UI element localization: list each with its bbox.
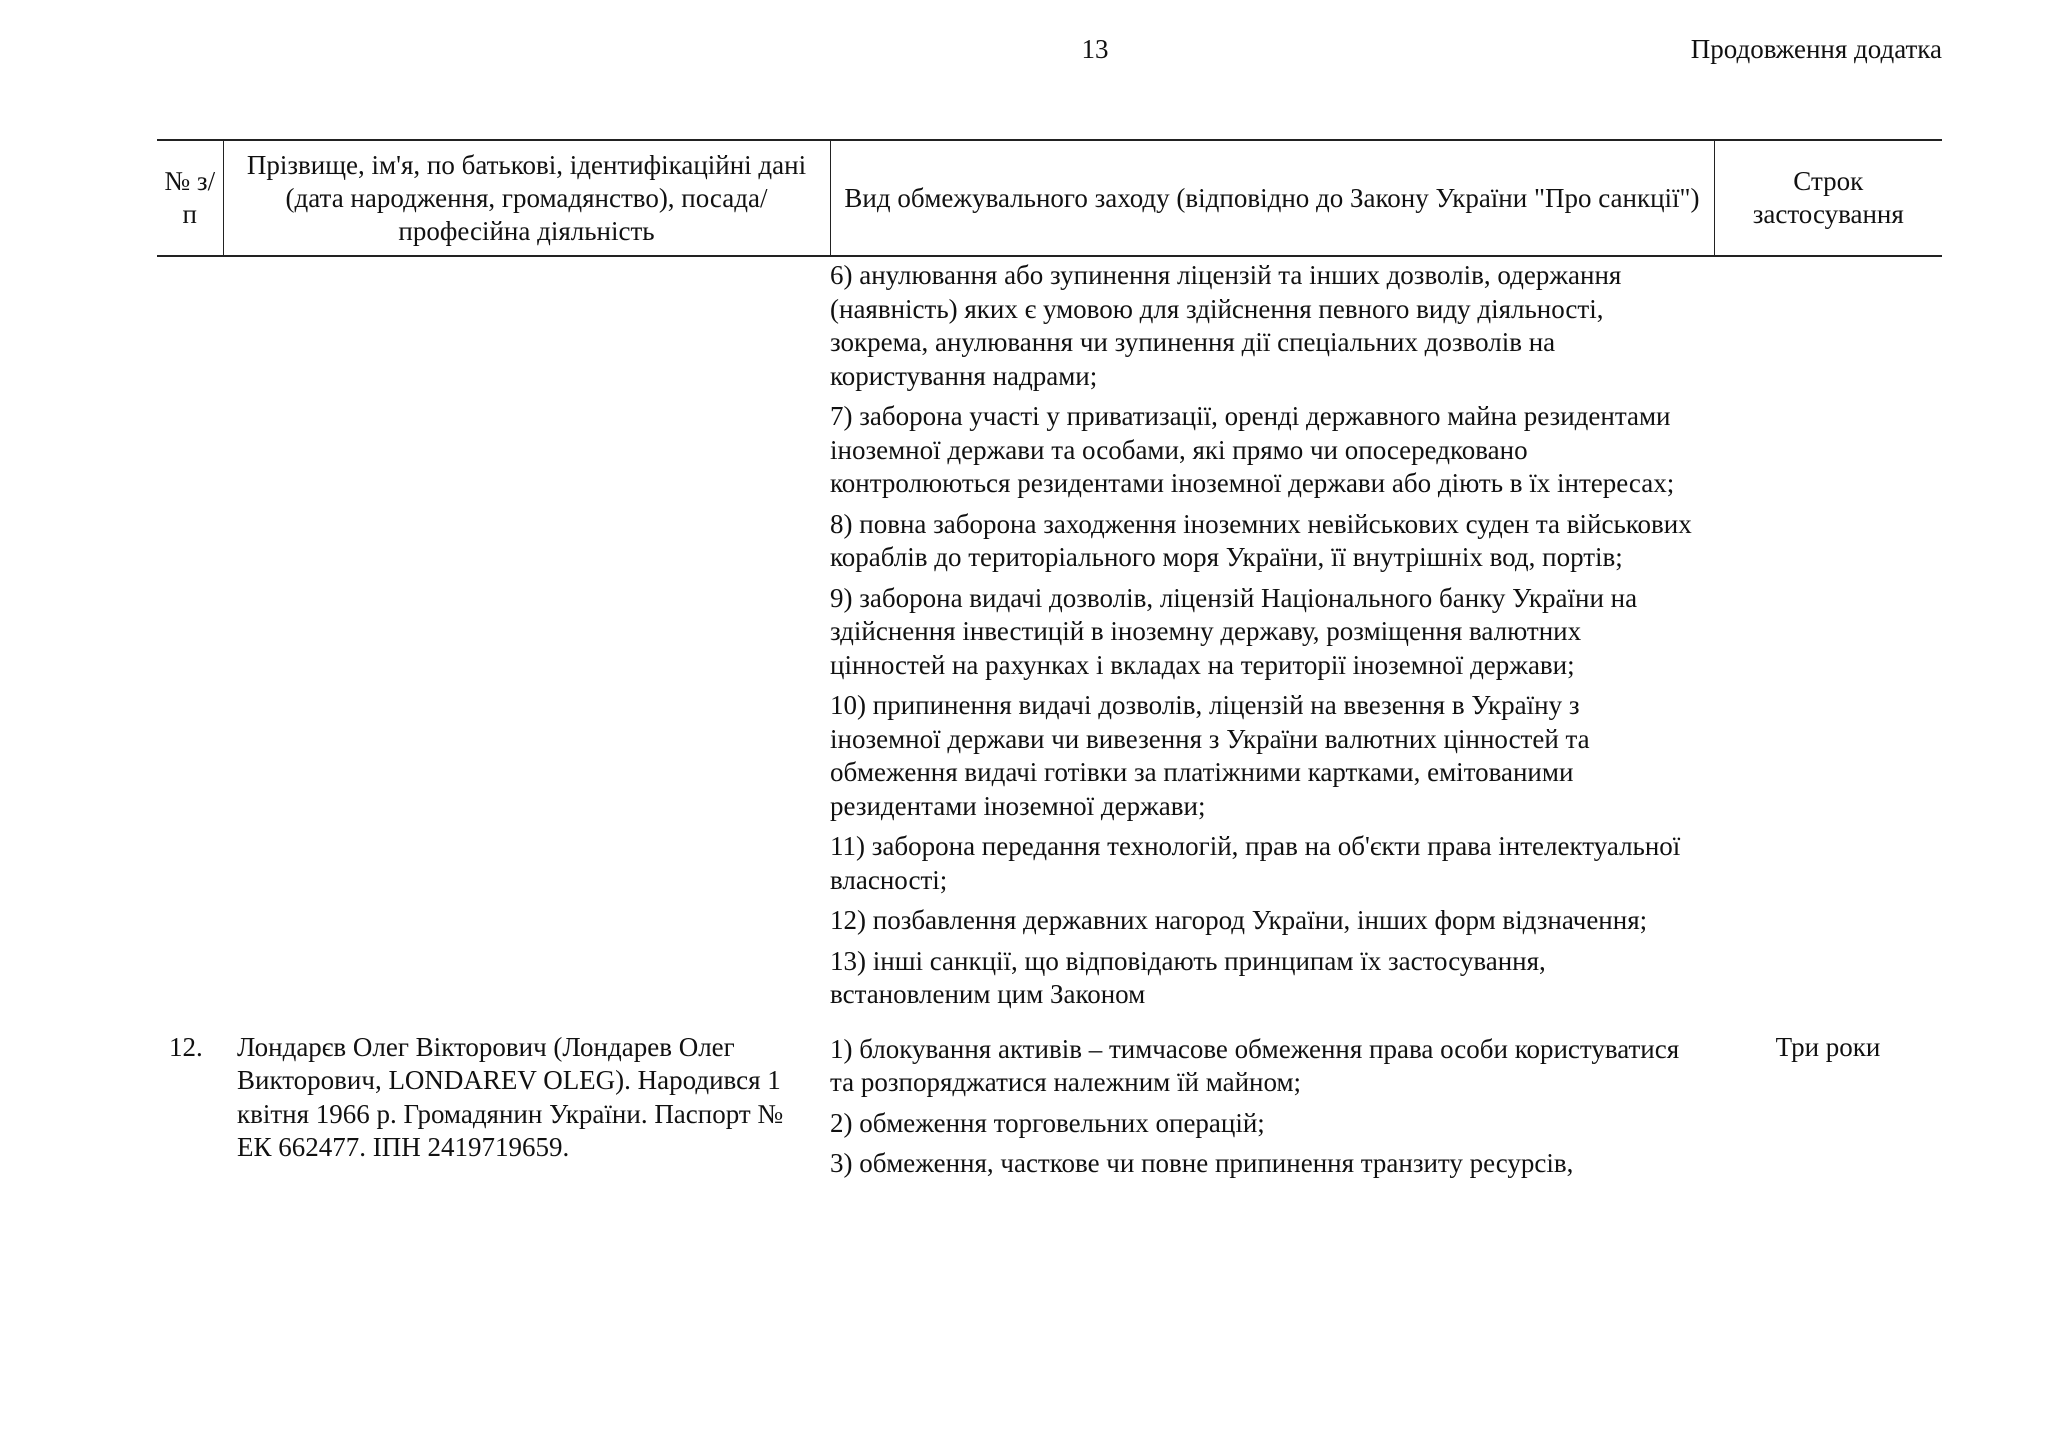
entry-number: 12. — [169, 1031, 203, 1062]
measure-item: 8) повна заборона заходження іноземних невійськових суден та військових кораблів до територіального моря України, її внутрішніх вод, портів; — [830, 508, 1692, 572]
sanctions-table — [157, 139, 1942, 1188]
page-number: 13 — [1081, 34, 1109, 64]
measure-item: 11) заборона передання технологій, прав на об'єкти права інтелектуальної власності; — [830, 831, 1681, 895]
measure-item: 13) інші санкції, що відповідають принципам їх застосування, встановленим цим Законом — [830, 945, 1546, 1009]
measure-item: 1) блокування активів – тимчасове обмеження права особи користуватися та розпоряджатися належним їй майном; — [830, 1033, 1680, 1097]
continuation-label: Продовження додатка — [1690, 34, 1942, 64]
col-header-name: Прізвище, ім'я, по батькові, ідентифікаційні дані (дата народження, громадянство), посада/професійна діяльність — [223, 140, 830, 256]
measure-item: 6) анулювання або зупинення ліцензій та інших дозволів, одержання (наявність) яких є умовою для здійснення певного виду діяльності, зокрема, анулювання чи зупинення дії спеціальних дозволів на користування надрами; — [830, 260, 1622, 391]
person-details: Лондарєв Олег Вікторович (Лондарев Олег Викторович, LONDAREV OLEG). Народився 1 квітня 1966 р. Громадянин України. Паспорт № ЕК 662477. ІПН 2419719659. — [237, 1031, 784, 1162]
measure-item: 9) заборона видачі дозволів, ліцензій Національного банку України на здійснення інвестицій в іноземну державу, розміщення валютних цінностей на рахунках і вкладах на території іноземної держави; — [830, 582, 1638, 680]
measure-item: 7) заборона участі у приватизації, оренді державного майна резидентами іноземної держави та особами, які прямо чи опосередковано контролюються резидентами іноземної держави або діють в їх інтересах; — [830, 401, 1675, 498]
col-header-term: Строк застосування — [1714, 140, 1942, 256]
col-header-num: № з/п — [157, 140, 223, 256]
table-row-continued — [157, 256, 1942, 1019]
table-header-row — [157, 140, 1942, 256]
measure-item: 12) позбавлення державних нагород України, інших форм відзначення; — [830, 905, 1648, 935]
entry-measures-cell — [830, 1019, 1714, 1188]
measure-item: 10) припинення видачі дозволів, ліцензій на ввезення в Україну з іноземної держави чи вивезення з України валютних цінностей та обмеження видачі готівки за платіжними картками, емітованими резидентами іноземної держави; — [830, 690, 1590, 821]
continued-measures-cell — [830, 256, 1714, 1019]
col-header-measure: Вид обмежувального заходу (відповідно до Закону України "Про санкції") — [830, 140, 1714, 256]
measure-item: 2) обмеження торговельних операцій; — [830, 1107, 1265, 1138]
entry-term: Три роки — [1775, 1031, 1881, 1062]
measure-item: 3) обмеження, часткове чи повне припинення транзиту ресурсів, — [830, 1148, 1574, 1178]
table-row — [157, 1019, 1942, 1188]
